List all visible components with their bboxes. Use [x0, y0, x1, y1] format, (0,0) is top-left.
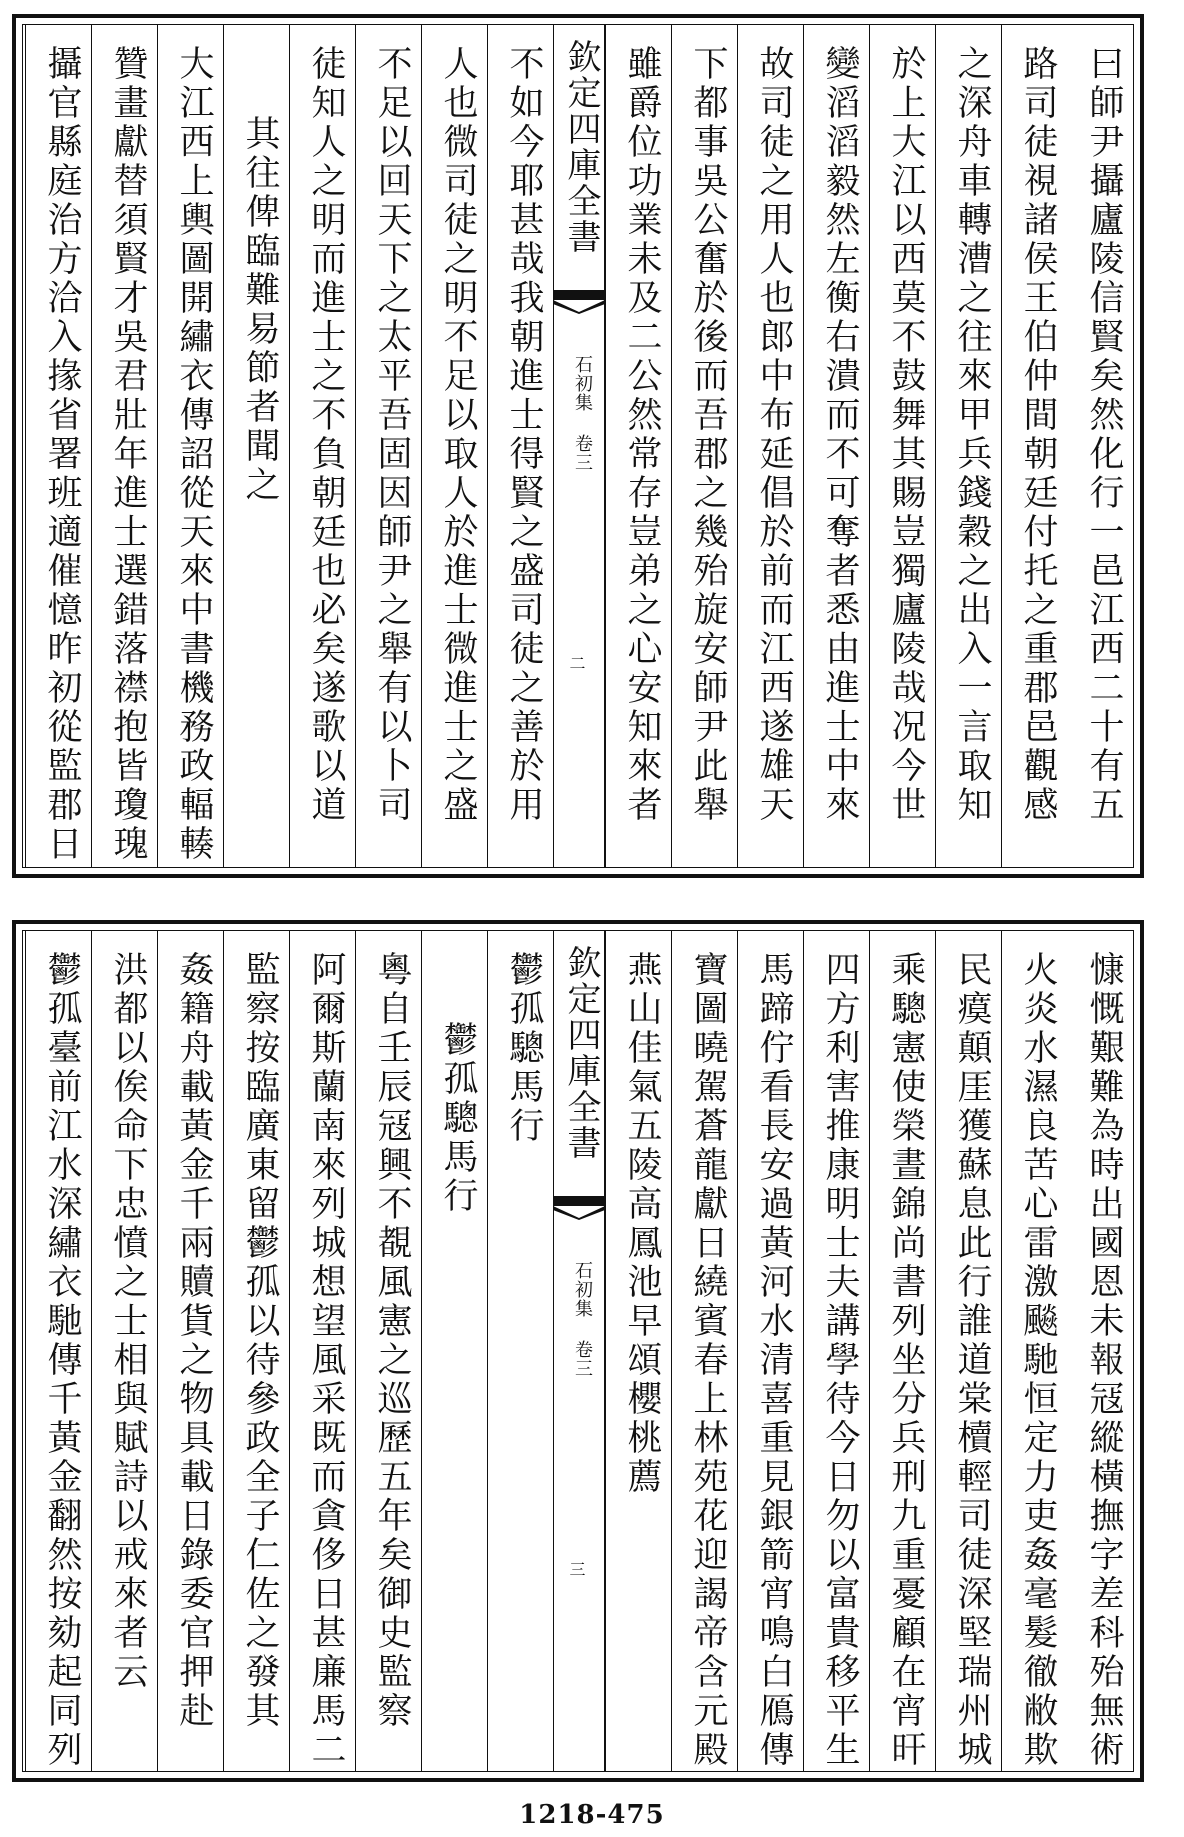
- center-fishtail: [553, 1196, 605, 1220]
- text-column: 燕山佳氣五陵高鳳池早頌櫻桃薦: [605, 931, 671, 1771]
- book-title: 欽定四庫全書: [561, 39, 601, 255]
- text-column: 下都事吳公奮於後而吾郡之幾殆旋安師尹此舉: [671, 25, 737, 867]
- text-column: 鬱孤驄馬行: [487, 931, 553, 1771]
- book-title: 欽定四庫全書: [561, 945, 601, 1161]
- folio-number: 三: [567, 1561, 586, 1577]
- text-column: 大江西上輿圖開繡衣傳詔從天來中書機務政輻輳: [157, 25, 223, 867]
- top-inner-frame: [22, 24, 1134, 868]
- text-column: 鬱孤臺前江水深繡衣馳傳千黃金翻然按劾起同列: [25, 931, 91, 1771]
- text-column: 之深舟車轉漕之往來甲兵錢穀之出入一言取知: [935, 25, 1001, 867]
- text-column: 曰師尹攝廬陵信賢矣然化行一邑江西二十有五: [1084, 45, 1124, 825]
- text-column: 寶圖曉駕蒼龍獻日繞賓春上林苑花迎謁帝含元殿: [671, 931, 737, 1771]
- text-column: 攝官縣庭治方洽入掾省署班適催憶昨初從監郡日: [25, 25, 91, 867]
- text-column: 姦籍舟載黃金千兩贖貨之物具載日錄委官押赴: [157, 931, 223, 1771]
- text-column: 不如今耶甚哉我朝進士得賢之盛司徒之善於用: [487, 25, 553, 867]
- text-column: 四方利害推康明士夫講學待今日勿以富貴移平生: [803, 931, 869, 1771]
- bottom-page-block: [12, 920, 1144, 1782]
- bottom-inner-frame: [22, 930, 1134, 1772]
- text-column: 故司徒之用人也郎中布延倡於前而江西遂雄天: [737, 25, 803, 867]
- text-column: 其往俾臨難易節者聞之: [223, 25, 289, 867]
- text-column: 洪都以俟命下忠憤之士相與賦詩以戒來者云: [91, 931, 157, 1771]
- top-page-block: [12, 14, 1144, 878]
- text-column: 乘驄憲使榮晝錦尚書列坐分兵刑九重憂顧在宵旰: [869, 931, 935, 1771]
- text-column: 於上大江以西莫不鼓舞其賜豈獨廬陵哉况今世: [869, 25, 935, 867]
- text-column: 慷慨艱難為時出國恩未報冦縱橫撫字差科殆無術: [1084, 951, 1124, 1770]
- text-column: 路司徒視諸侯王伯仲間朝廷付托之重郡邑觀感: [1001, 25, 1067, 867]
- page-number: 1218-475: [519, 1800, 665, 1830]
- text-column: 馬蹄佇看長安過黃河水清喜重見銀箭宵鳴白鴈傳: [737, 931, 803, 1771]
- text-column: 不足以回天下之太平吾固因師尹之舉有以卜司: [355, 25, 421, 867]
- text-column: 贊畫獻替須賢才吳君壯年進士選錯落襟抱皆瓊瑰: [91, 25, 157, 867]
- running-head: 石初集 卷三: [572, 355, 593, 472]
- text-column: 徒知人之明而進士之不負朝廷也必矣遂歌以道: [289, 25, 355, 867]
- text-column: 人也微司徒之明不足以取人於進士微進士之盛: [421, 25, 487, 867]
- text-column: 監察按臨廣東留鬱孤以待參政全子仁佐之發其: [223, 931, 289, 1771]
- text-column: 民瘼顛厓獲蘇息此行誰道棠櫝輕司徒深堅瑞州城: [935, 931, 1001, 1771]
- text-column: 粵自壬辰冦興不覩風憲之巡歷五年矣御史監察: [355, 931, 421, 1771]
- center-fishtail: [553, 290, 605, 314]
- text-column: 火炎水濕良苦心雷激飈馳恒定力吏姦毫髮徹敝欺: [1001, 931, 1067, 1771]
- text-column: 阿爾斯蘭南來列城想望風采既而貪侈日甚廉馬二: [289, 931, 355, 1771]
- text-column: 變滔滔毅然左衡右潰而不可奪者悉由進士中來: [803, 25, 869, 867]
- running-head: 石初集 卷三: [572, 1261, 593, 1378]
- text-column: 雖爵位功業未及二公然常存豈弟之心安知來者: [605, 25, 671, 867]
- folio-number: 二: [567, 655, 586, 671]
- poem-title: 鬱孤驄馬行: [421, 931, 487, 1771]
